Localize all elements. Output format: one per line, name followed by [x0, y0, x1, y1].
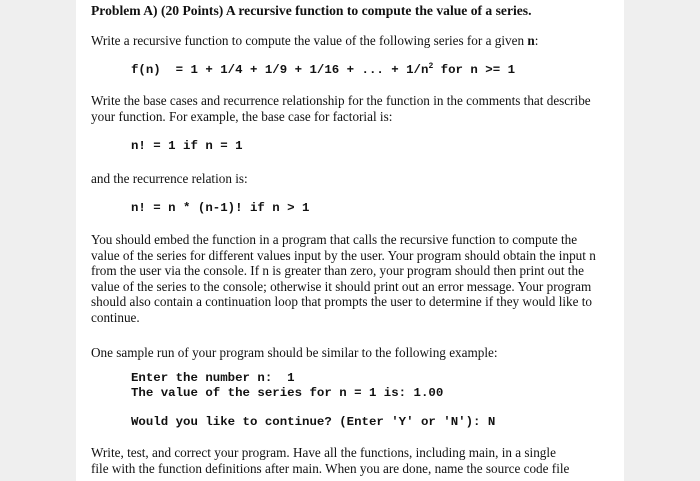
formula-left: f(n) = 1 + 1/4 + 1/9 + 1/16 + ... + 1/n: [131, 63, 429, 77]
sample-intro: One sample run of your program should be similar to the following example:: [91, 345, 498, 360]
left-margin: [0, 0, 76, 481]
recurrence-intro: and the recurrence relation is:: [91, 171, 248, 186]
right-margin: [624, 0, 700, 481]
embed-line: You should embed the function in a program that calls the recursive function to compute the: [91, 232, 578, 247]
intro-text: [91, 32, 538, 49]
embed-line: value of the series to the console; otherwise it should print out an error message. Your program: [91, 278, 592, 294]
formula-exponent: 2: [428, 61, 434, 71]
final-line: Write, test, and correct your program. Have all the functions, including main, in a single: [91, 445, 556, 460]
final-line: file with the function definitions after main. When you are done, name the source code file: [91, 460, 570, 476]
embed-line: from the user via the console. If n is greater than zero, your program should then print out the: [91, 263, 584, 279]
embed-paragraph: [91, 232, 596, 326]
intro-prefix: Write a recursive function to compute the value of the following series for a given: [91, 33, 528, 48]
base-case-line: your function. For example, the base case for factorial is:: [91, 108, 393, 124]
intro-suffix: :: [534, 33, 539, 48]
problem-title: Problem A) (20 Points) A recursive function to compute the value of a series.: [91, 3, 532, 18]
intro-variable: n: [527, 33, 535, 48]
sample-output-line: Enter the number n: 1: [131, 371, 295, 385]
base-case-paragraph: [91, 93, 591, 124]
factorial-base-case: n! = 1 if n = 1: [131, 139, 243, 153]
sample-output-line: The value of the series for n = 1 is: 1.00: [131, 386, 444, 400]
formula-right: for n >= 1: [433, 63, 516, 77]
series-formula: [131, 62, 515, 79]
final-paragraph: [91, 445, 569, 476]
factorial-recurrence: n! = n * (n-1)! if n > 1: [131, 201, 310, 215]
embed-line: continue.: [91, 309, 140, 325]
sample-output-line: Would you like to continue? (Enter 'Y' or 'N'): N: [131, 415, 496, 429]
base-case-line: Write the base cases and recurrence relationship for the function in the comments that describe: [91, 93, 591, 108]
document-page: [76, 0, 624, 481]
embed-line: value of the series for different values input by the user. Your program should obtain the input n: [91, 247, 596, 263]
embed-line: should also contain a continuation loop that prompts the user to determine if they would like to: [91, 294, 593, 310]
